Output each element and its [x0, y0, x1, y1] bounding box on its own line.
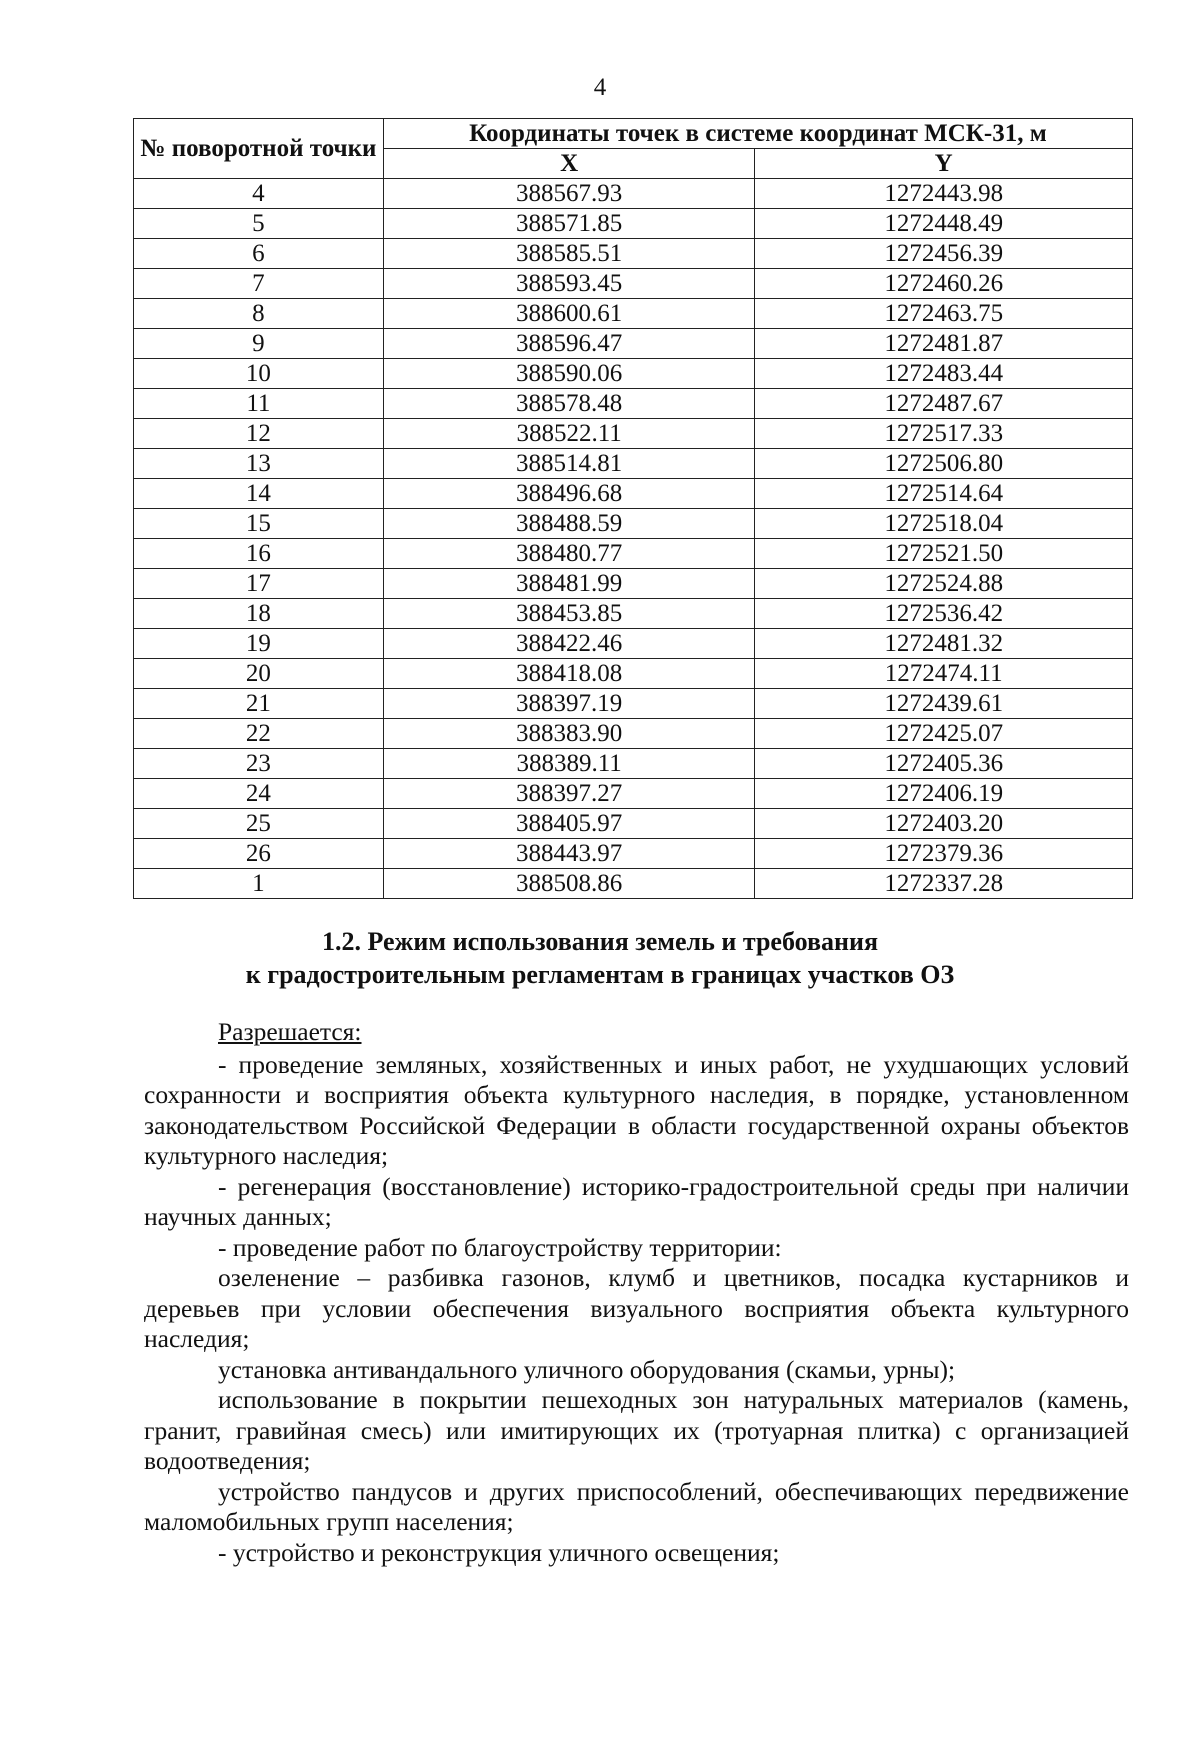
y-coordinate-cell: 1272337.28 — [755, 869, 1133, 899]
header-x: X — [383, 149, 755, 179]
table-row — [134, 599, 1133, 629]
table-row — [134, 179, 1133, 209]
x-coordinate-cell: 388596.47 — [383, 329, 755, 359]
coordinates-table — [133, 118, 1133, 899]
y-coordinate-cell: 1272481.87 — [755, 329, 1133, 359]
point-number-cell: 25 — [134, 809, 384, 839]
y-coordinate-cell: 1272456.39 — [755, 239, 1133, 269]
x-coordinate-cell: 388590.06 — [383, 359, 755, 389]
x-coordinate-cell: 388418.08 — [383, 659, 755, 689]
table-row — [134, 839, 1133, 869]
table-row — [134, 359, 1133, 389]
table-row — [134, 299, 1133, 329]
table-row — [134, 479, 1133, 509]
point-number-cell: 11 — [134, 389, 384, 419]
y-coordinate-cell: 1272406.19 — [755, 779, 1133, 809]
point-number-cell: 6 — [134, 239, 384, 269]
paragraph: озеленение – разбивка газонов, клумб и цветников, посадка кустарников и деревьев при условии обеспечения визуального восприятия объекта культурного наследия; — [144, 1263, 1129, 1353]
point-number-cell: 26 — [134, 839, 384, 869]
y-coordinate-cell: 1272483.44 — [755, 359, 1133, 389]
point-number-cell: 1 — [134, 869, 384, 899]
x-coordinate-cell: 388567.93 — [383, 179, 755, 209]
point-number-cell: 13 — [134, 449, 384, 479]
point-number-cell: 9 — [134, 329, 384, 359]
y-coordinate-cell: 1272514.64 — [755, 479, 1133, 509]
y-coordinate-cell: 1272536.42 — [755, 599, 1133, 629]
point-number-cell: 24 — [134, 779, 384, 809]
y-coordinate-cell: 1272524.88 — [755, 569, 1133, 599]
x-coordinate-cell: 388481.99 — [383, 569, 755, 599]
y-coordinate-cell: 1272403.20 — [755, 809, 1133, 839]
paragraph: - проведение земляных, хозяйственных и иных работ, не ухудшающих условий сохранности и восприятия объекта культурного наследия, в порядке, установленном законодательством Российской Федерации в области государственной охраны объектов культурного наследия; — [144, 1049, 1129, 1170]
y-coordinate-cell: 1272463.75 — [755, 299, 1133, 329]
table-row — [134, 539, 1133, 569]
table-row — [134, 509, 1133, 539]
y-coordinate-cell: 1272405.36 — [755, 749, 1133, 779]
paragraph: - регенерация (восстановление) историко-градостроительной среды при наличии научных данных; — [144, 1171, 1129, 1231]
y-coordinate-cell: 1272487.67 — [755, 389, 1133, 419]
paragraph: - устройство и реконструкция уличного освещения; — [218, 1537, 780, 1567]
x-coordinate-cell: 388522.11 — [383, 419, 755, 449]
point-number-cell: 7 — [134, 269, 384, 299]
point-number-cell: 8 — [134, 299, 384, 329]
y-coordinate-cell: 1272517.33 — [755, 419, 1133, 449]
table-row — [134, 749, 1133, 779]
y-coordinate-cell: 1272439.61 — [755, 689, 1133, 719]
x-coordinate-cell: 388578.48 — [383, 389, 755, 419]
table-row — [134, 569, 1133, 599]
x-coordinate-cell: 388443.97 — [383, 839, 755, 869]
table-row — [134, 869, 1133, 899]
table-row — [134, 239, 1133, 269]
y-coordinate-cell: 1272443.98 — [755, 179, 1133, 209]
table-row — [134, 269, 1133, 299]
x-coordinate-cell: 388488.59 — [383, 509, 755, 539]
section-title — [0, 925, 1200, 991]
x-coordinate-cell: 388480.77 — [383, 539, 755, 569]
header-y: Y — [755, 149, 1133, 179]
point-number-cell: 19 — [134, 629, 384, 659]
point-number-cell: 16 — [134, 539, 384, 569]
point-number-cell: 17 — [134, 569, 384, 599]
y-coordinate-cell: 1272521.50 — [755, 539, 1133, 569]
x-coordinate-cell: 388600.61 — [383, 299, 755, 329]
point-number-cell: 10 — [134, 359, 384, 389]
x-coordinate-cell: 388593.45 — [383, 269, 755, 299]
point-number-cell: 5 — [134, 209, 384, 239]
point-number-cell: 22 — [134, 719, 384, 749]
paragraph: использование в покрытии пешеходных зон натуральных материалов (камень, гранит, гравийная смесь) или имитирующих их (тротуарная плитка) с организацией водоотведения; — [144, 1385, 1129, 1475]
x-coordinate-cell: 388453.85 — [383, 599, 755, 629]
paragraph: установка антивандального уличного оборудования (скамьи, урны); — [218, 1354, 956, 1384]
y-coordinate-cell: 1272379.36 — [755, 839, 1133, 869]
x-coordinate-cell: 388422.46 — [383, 629, 755, 659]
header-coordinates: Координаты точек в системе координат МСК-31, м — [383, 119, 1132, 149]
paragraph: устройство пандусов и других приспособлений, обеспечивающих передвижение маломобильных групп населения; — [144, 1476, 1129, 1536]
point-number-cell: 15 — [134, 509, 384, 539]
table-row — [134, 419, 1133, 449]
x-coordinate-cell: 388397.27 — [383, 779, 755, 809]
point-number-cell: 21 — [134, 689, 384, 719]
coordinates-table-body — [134, 179, 1133, 899]
point-number-cell: 20 — [134, 659, 384, 689]
point-number-cell: 12 — [134, 419, 384, 449]
point-number-cell: 4 — [134, 179, 384, 209]
x-coordinate-cell: 388508.86 — [383, 869, 755, 899]
table-row — [134, 809, 1133, 839]
paragraph: - проведение работ по благоустройству территории: — [218, 1232, 782, 1262]
x-coordinate-cell: 388383.90 — [383, 719, 755, 749]
body-text — [144, 1017, 1129, 1568]
table-row — [134, 779, 1133, 809]
x-coordinate-cell: 388571.85 — [383, 209, 755, 239]
y-coordinate-cell: 1272425.07 — [755, 719, 1133, 749]
table-row — [134, 449, 1133, 479]
table-row — [134, 719, 1133, 749]
x-coordinate-cell: 388585.51 — [383, 239, 755, 269]
table-row — [134, 389, 1133, 419]
x-coordinate-cell: 388514.81 — [383, 449, 755, 479]
table-row — [134, 329, 1133, 359]
point-number-cell: 23 — [134, 749, 384, 779]
y-coordinate-cell: 1272518.04 — [755, 509, 1133, 539]
x-coordinate-cell: 388397.19 — [383, 689, 755, 719]
section-title-line-2: к градостроительным регламентам в границах участков ОЗ — [245, 960, 955, 989]
x-coordinate-cell: 388405.97 — [383, 809, 755, 839]
y-coordinate-cell: 1272448.49 — [755, 209, 1133, 239]
y-coordinate-cell: 1272506.80 — [755, 449, 1133, 479]
point-number-cell: 18 — [134, 599, 384, 629]
table-row — [134, 629, 1133, 659]
y-coordinate-cell: 1272474.11 — [755, 659, 1133, 689]
y-coordinate-cell: 1272460.26 — [755, 269, 1133, 299]
x-coordinate-cell: 388496.68 — [383, 479, 755, 509]
point-number-cell: 14 — [134, 479, 384, 509]
paragraph-list — [144, 1050, 1129, 1569]
allowed-label: Разрешается: — [218, 1017, 362, 1046]
table-row — [134, 689, 1133, 719]
section-title-line-1: 1.2. Режим использования земель и требования — [321, 927, 879, 956]
page-number: 4 — [593, 74, 607, 101]
x-coordinate-cell: 388389.11 — [383, 749, 755, 779]
table-row — [134, 209, 1133, 239]
header-point-number: № поворотной точки — [134, 119, 384, 179]
y-coordinate-cell: 1272481.32 — [755, 629, 1133, 659]
table-row — [134, 659, 1133, 689]
